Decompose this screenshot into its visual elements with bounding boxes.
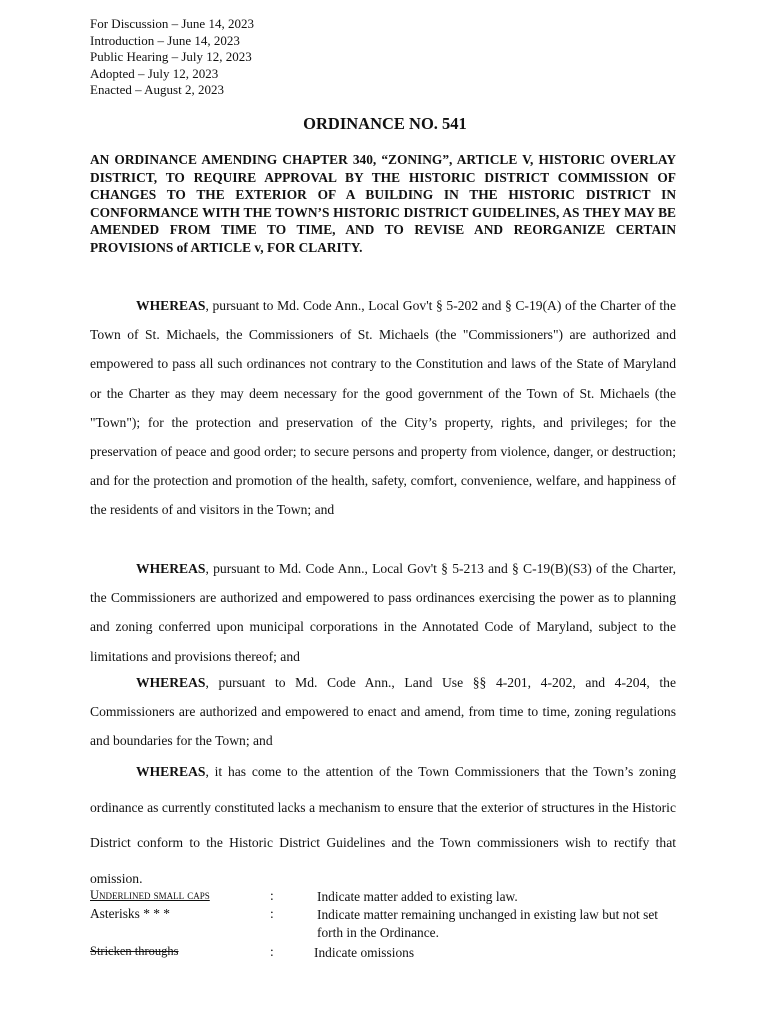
whereas-lead: WHEREAS	[136, 764, 206, 779]
history-line-enacted: Enacted – August 2, 2023	[90, 82, 224, 97]
legend-desc-omissions: Indicate omissions	[314, 945, 415, 960]
legend-row-unchanged	[90, 906, 690, 944]
whereas-lead: WHEREAS	[136, 561, 206, 576]
whereas-paragraph-4	[90, 754, 676, 896]
history-line-adopted: Adopted – July 12, 2023	[90, 65, 219, 81]
whereas-text: , it has come to the attention of the Town Commissioners that the Town’s zoning ordinance as currently constituted lacks a mechanism to ensure that the exterior of structures in the Historic District conform to the Historic District Guidelines and the Town commissioners wish to rectify that omission.	[90, 764, 676, 886]
legend-colon: :	[270, 944, 274, 959]
legend-key-asterisks: Asterisks * * *	[90, 906, 170, 921]
legend-desc-added: Indicate matter added to existing law.	[317, 889, 518, 904]
whereas-paragraph-3	[90, 668, 676, 755]
legend-colon: :	[270, 906, 274, 921]
ordinance-title: ORDINANCE NO. 541	[303, 114, 467, 133]
whereas-text: , pursuant to Md. Code Ann., Local Gov't § 5-202 and § C-19(A) of the Charter of the Town of St. Michaels, the Commissioners of St. Michaels (the "Commissioners") are authorized and empowered to pass all such ordinances not contrary to the Constitution and laws of the State of Maryland or the Charter as they may deem necessary for the good government of the Town of St. Michaels (the "Town"); for the protection and preservation of the City’s property, rights, and privileges; for the preservation of peace and good order; to secure persons and property from violence, danger, or destruction; and for the protection and promotion of the health, safety, comfort, convenience, welfare, and happiness of the residents of and visitors in the Town; and	[90, 298, 676, 518]
legend-key-underlined: Underlined small caps	[90, 888, 210, 902]
legend-row-omissions	[90, 944, 690, 962]
legend-key-stricken: Stricken throughs	[90, 944, 179, 958]
history-line-public-hearing: Public Hearing – July 12, 2023	[90, 49, 252, 64]
legend-colon: :	[270, 888, 274, 903]
whereas-lead: WHEREAS	[136, 675, 206, 690]
whereas-text: , pursuant to Md. Code Ann., Local Gov't § 5-213 and § C-19(B)(S3) of the Charter, the Commissioners are authorized and empowered to pass ordinances exercising the power as to planning and zoning conferred upon municipal corporations in the Annotated Code of Maryland, subject to the limitations and provisions thereof; and	[90, 561, 676, 664]
whereas-paragraph-2	[90, 554, 676, 671]
formatting-legend	[90, 888, 690, 962]
whereas-text: , pursuant to Md. Code Ann., Land Use §§ 4-201, 4-202, and 4-204, the Commissioners are authorized and empowered to enact and amend, from time to time, zoning regulations and boundaries for the Town; and	[90, 675, 676, 748]
whereas-paragraph-1	[90, 291, 676, 525]
legislative-history	[90, 16, 254, 99]
history-line-introduction: Introduction – June 14, 2023	[90, 32, 240, 48]
history-line-discussion: For Discussion – June 14, 2023	[90, 16, 254, 31]
ordinance-summary: AN ORDINANCE AMENDING CHAPTER 340, “ZONING”, ARTICLE V, HISTORIC OVERLAY DISTRICT, TO REQUIRE APPROVAL BY THE HISTORIC DISTRICT COMMISSION OF CHANGES TO THE EXTERIOR OF A BUILDING IN THE HISTORIC DISTRICT IN CONFORMANCE WITH THE TOWN’S HISTORIC DISTRICT GUIDELINES, AS THEY MAY BE AMENDED FROM TIME TO TIME, AND TO REVISE AND REORGANIZE CERTAIN PROVISIONS of ARTICLE v, FOR CLARITY.	[90, 152, 676, 255]
legend-desc-unchanged: Indicate matter remaining unchanged in existing law but not set forth in the Ordinance.	[317, 907, 658, 940]
whereas-lead: WHEREAS	[136, 298, 206, 313]
legend-row-added	[90, 888, 690, 906]
